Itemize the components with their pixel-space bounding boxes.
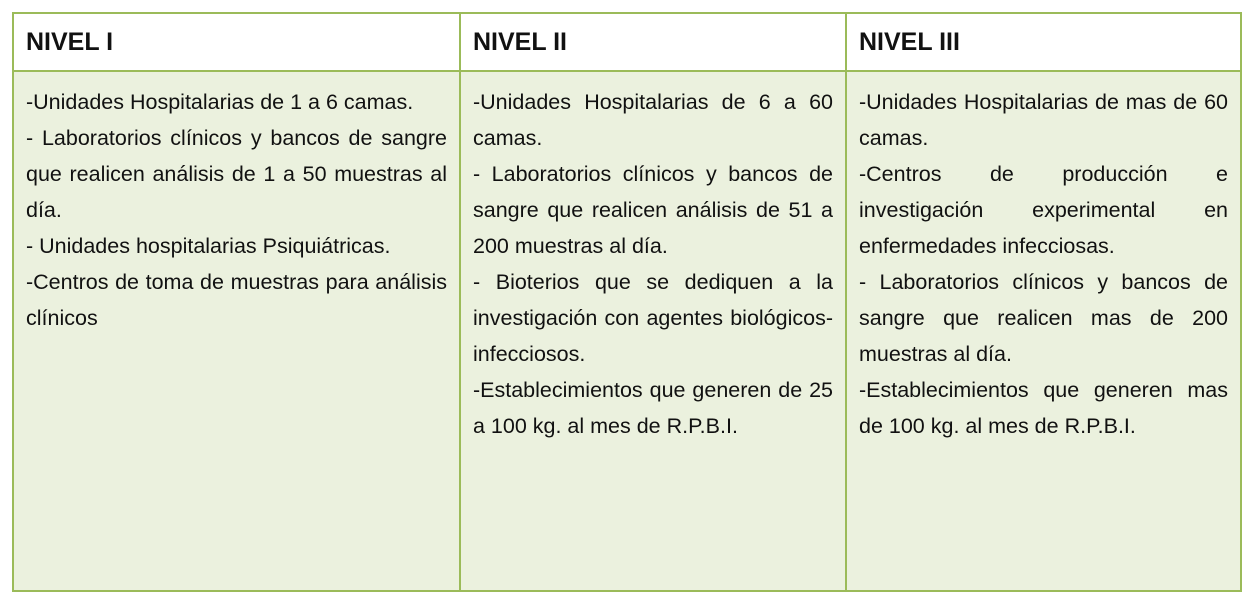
list-item: -Unidades Hospitalarias de 6 a 60 camas. xyxy=(473,90,833,150)
list-item: -Centros de producción e investigación experimental en enfermedades infecciosas. xyxy=(859,162,1228,258)
list-item: - Laboratorios clínicos y bancos de sangre que realicen análisis de 51 a 200 muestras al día. xyxy=(473,162,833,258)
list-item: -Establecimientos que generen mas de 100 kg. al mes de R.P.B.I. xyxy=(859,378,1228,438)
cell-nivel-3 xyxy=(846,71,1241,591)
list-item: -Establecimientos que generen de 25 a 100 kg. al mes de R.P.B.I. xyxy=(473,378,833,438)
list-item: - Bioterios que se dediquen a la investigación con agentes biológicos-infecciosos. xyxy=(473,270,833,366)
list-item: -Centros de toma de muestras para análisis clínicos xyxy=(26,270,447,330)
list-item: - Laboratorios clínicos y bancos de sangre que realicen análisis de 1 a 50 muestras al día. xyxy=(26,126,447,222)
header-nivel-1: NIVEL I xyxy=(13,13,460,71)
list-item: -Unidades Hospitalarias de mas de 60 camas. xyxy=(859,90,1228,150)
table-body xyxy=(13,71,1241,591)
list-item: - Unidades hospitalarias Psiquiátricas. xyxy=(26,234,391,258)
list-item: -Unidades Hospitalarias de 1 a 6 camas. xyxy=(26,90,414,114)
header-nivel-3: NIVEL III xyxy=(846,13,1241,71)
header-row xyxy=(13,13,1241,71)
table-row xyxy=(13,71,1241,591)
cell-nivel-1 xyxy=(13,71,460,591)
levels-table xyxy=(12,12,1242,592)
list-item: - Laboratorios clínicos y bancos de sangre que realicen mas de 200 muestras al día. xyxy=(859,270,1228,366)
cell-nivel-2 xyxy=(460,71,846,591)
table-header xyxy=(13,13,1241,71)
header-nivel-2: NIVEL II xyxy=(460,13,846,71)
